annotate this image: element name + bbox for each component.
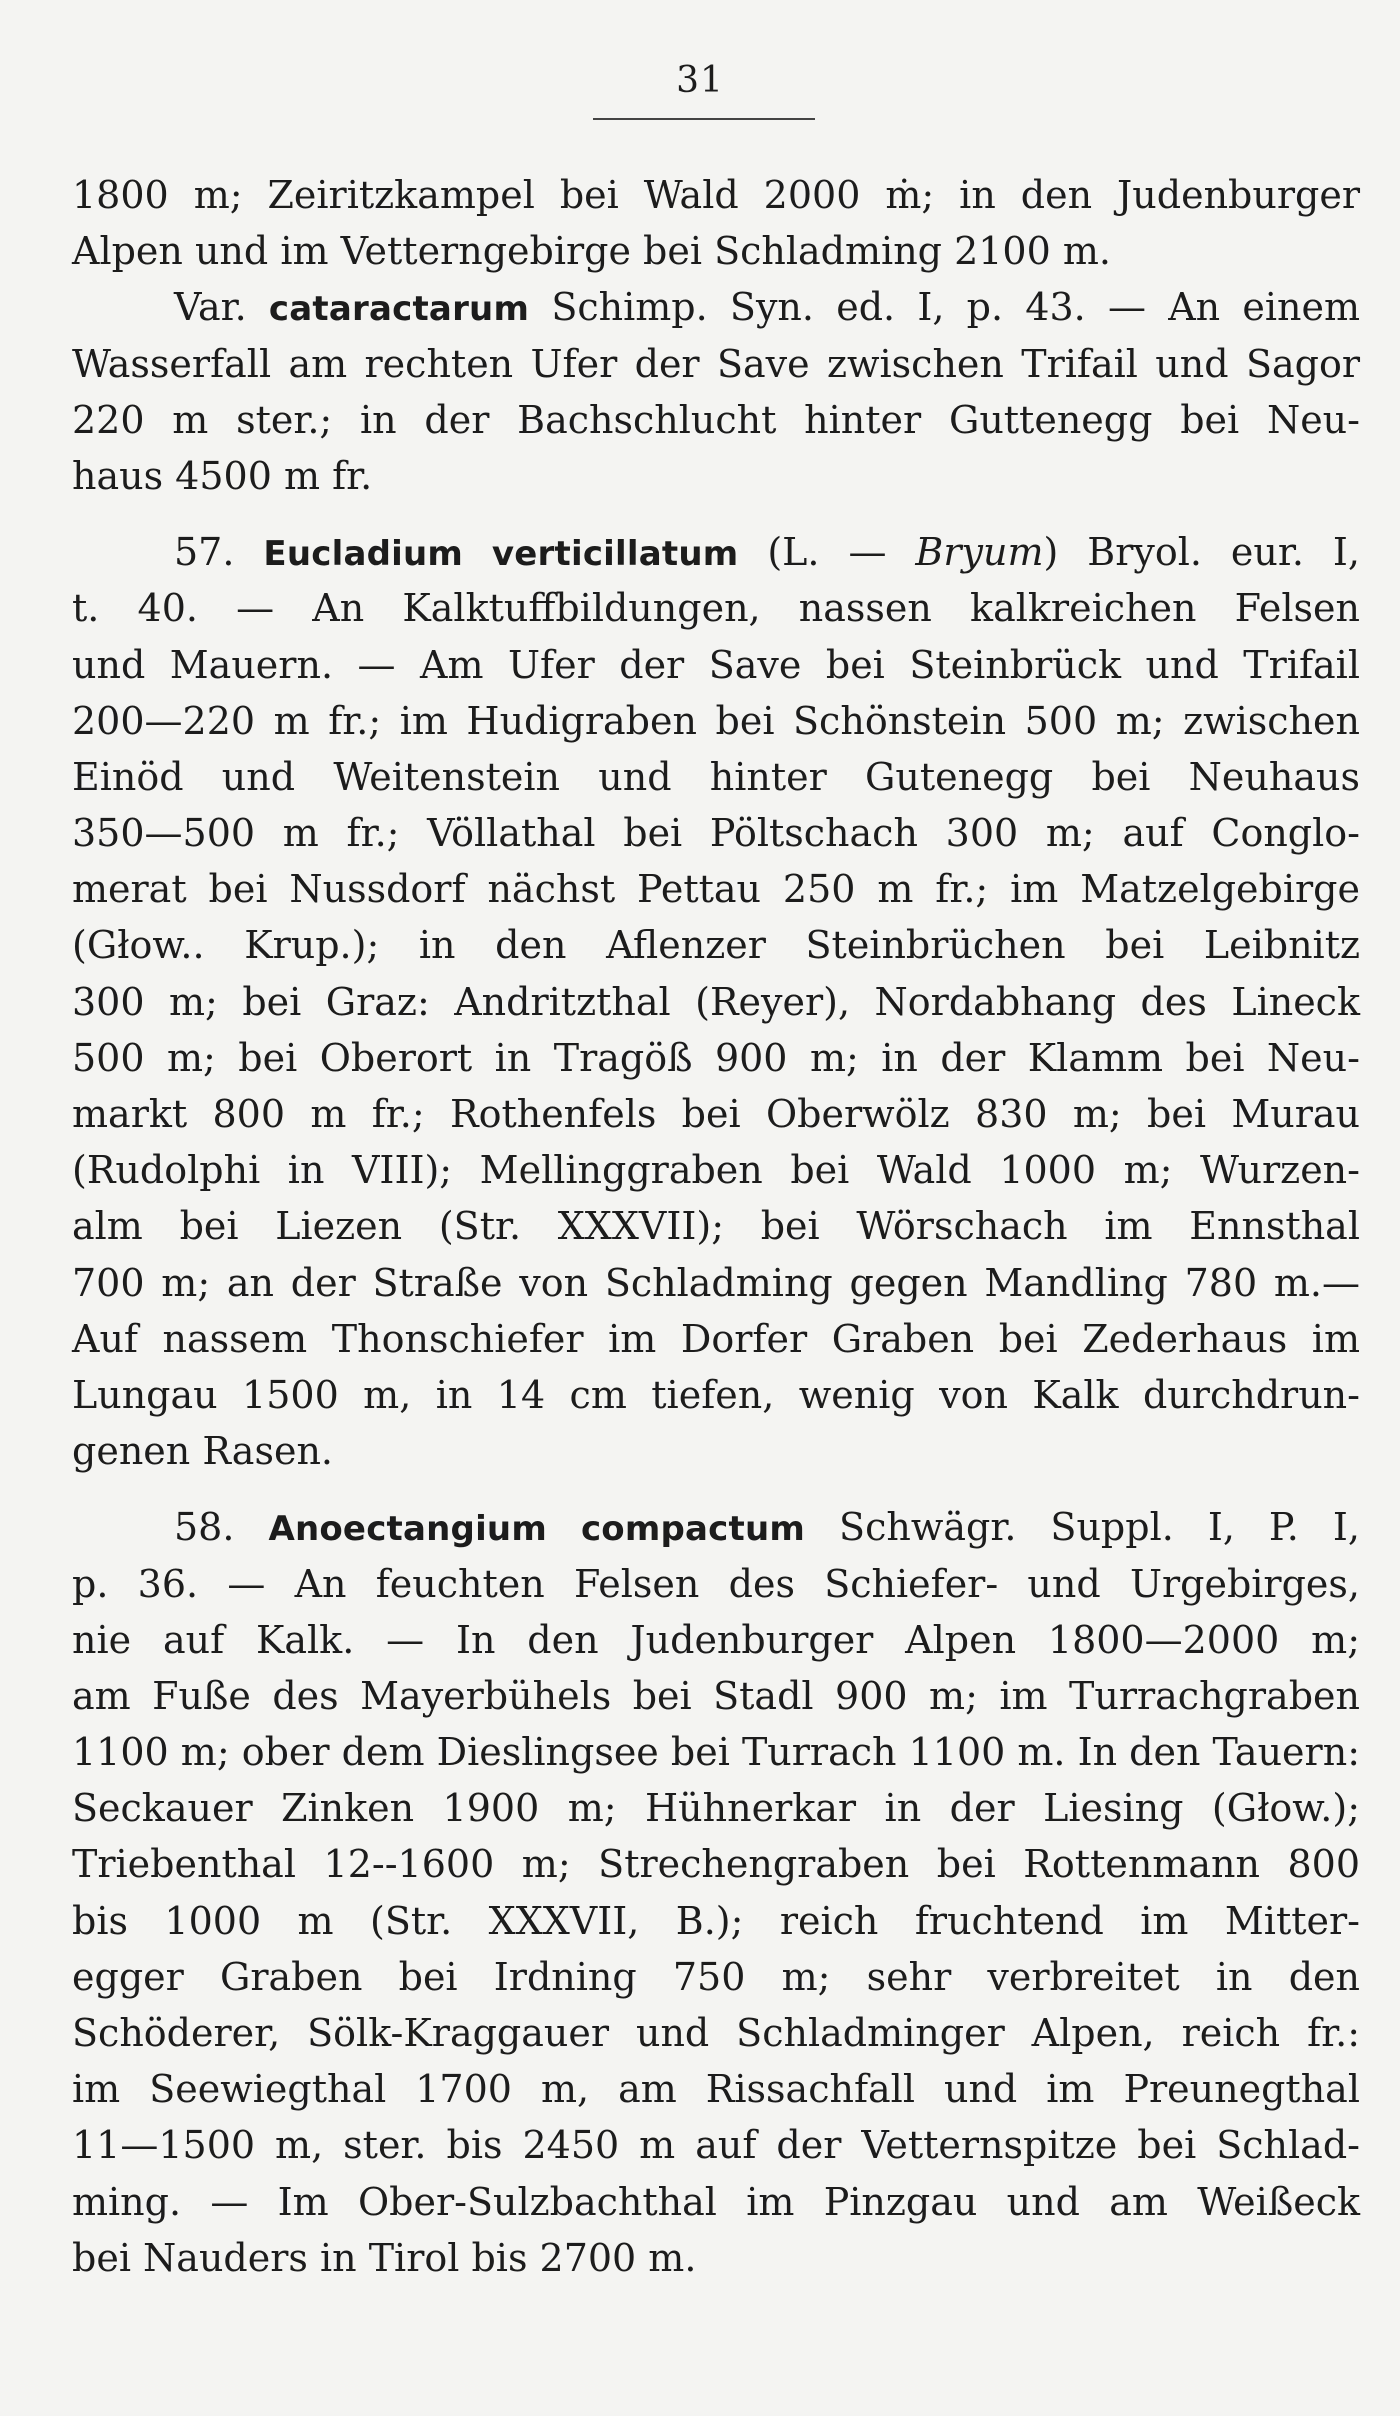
text-segment: haus 4500 m fr. — [72, 453, 373, 498]
text-line — [72, 749, 1360, 805]
text-line — [72, 2174, 1360, 2230]
header-rule — [593, 118, 815, 120]
text-line — [72, 1086, 1360, 1142]
text-segment: 500 m; bei Oberort in Tragöß 900 m; in der Klamm bei Neu- — [72, 1035, 1360, 1080]
text-segment: 1800 m; Zeiritzkampel bei Wald 2000 ṁ; in den Judenburger — [72, 173, 1360, 217]
text-segment: bis 1000 m (Str. XXXVII, B.); reich fruchtend im Mitter- — [72, 1898, 1360, 1943]
paragraph-gap — [72, 504, 1360, 524]
text-line — [72, 1836, 1360, 1892]
text-line — [72, 2230, 1360, 2286]
text-segment: ) Bryol. eur. I, — [1043, 530, 1360, 575]
text-line — [72, 637, 1360, 693]
text-line — [72, 1423, 1360, 1479]
text-segment: (Głow.. Krup.); in den Aflenzer Steinbrüchen bei Leibnitz — [72, 923, 1360, 968]
text-segment: Schwägr. Suppl. I, P. I, — [805, 1505, 1360, 1550]
text-line — [72, 167, 1360, 223]
text-line — [72, 1198, 1360, 1254]
text-line — [72, 974, 1360, 1030]
text-segment: genen Rasen. — [72, 1429, 334, 1474]
body-text — [72, 167, 1360, 2286]
text-line — [72, 392, 1360, 448]
text-segment: egger Graben bei Irdning 750 m; sehr verbreitet in den — [72, 1954, 1360, 1999]
page-number: 31 — [676, 60, 724, 101]
text-segment: bei Nauders in Tirol bis 2700 m. — [72, 2235, 697, 2280]
text-line — [72, 1030, 1360, 1086]
text-line — [72, 1668, 1360, 1724]
text-line — [72, 693, 1360, 749]
paragraph-gap — [72, 1479, 1360, 1499]
text-line — [72, 1499, 1360, 1555]
text-segment: markt 800 m fr.; Rothenfels bei Oberwölz 830 m; bei Murau — [72, 1092, 1360, 1136]
text-segment: 300 m; bei Graz: Andritzthal (Reyer), Nordabhang des Lineck — [72, 979, 1360, 1024]
text-line — [72, 2005, 1360, 2061]
italic-text: Bryum — [915, 530, 1044, 575]
text-segment: Auf nassem Thonschiefer im Dorfer Graben bei Zederhaus im — [72, 1316, 1360, 1361]
text-line — [72, 1255, 1360, 1311]
species-name: cataractarum — [268, 289, 530, 330]
text-line — [72, 1724, 1360, 1780]
text-segment: 1100 m; ober dem Dieslingsee bei Turrach 1100 m. In den Tauern: — [72, 1730, 1360, 1775]
text-segment: Alpen und im Vetterngebirge bei Schladming 2100 m. — [72, 229, 1111, 274]
text-line — [72, 223, 1360, 279]
text-segment: 350—500 m fr.; Völlathal bei Pöltschach 300 m; auf Conglo- — [72, 811, 1360, 856]
text-segment: Wasserfall am rechten Ufer der Save zwischen Trifail und Sagor — [72, 341, 1360, 386]
text-segment: am Fuße des Mayerbühels bei Stadl 900 m; im Turrachgraben — [72, 1673, 1360, 1718]
text-segment: t. 40. — An Kalktuffbildungen, nassen kalkreichen Felsen — [72, 586, 1360, 631]
text-line — [72, 448, 1360, 504]
text-line — [72, 1367, 1360, 1423]
text-segment: Triebenthal 12--1600 m; Strechengraben bei Rottenmann 800 — [72, 1842, 1360, 1887]
text-line — [72, 805, 1360, 861]
text-segment: 700 m; an der Straße von Schladming gegen Mandling 780 m.— — [72, 1260, 1360, 1305]
text-segment: 200—220 m fr.; im Hudigraben bei Schönstein 500 m; zwischen — [72, 698, 1360, 743]
text-segment: Var. — [174, 285, 269, 330]
text-segment: Schöderer, Sölk-Kraggauer und Schladminger Alpen, reich fr.: — [72, 2011, 1360, 2055]
text-segment: alm bei Liezen (Str. XXXVII); bei Wörschach im Ennsthal — [72, 1204, 1360, 1249]
text-line — [72, 1142, 1360, 1198]
text-line — [72, 917, 1360, 973]
text-line — [72, 580, 1360, 636]
text-line — [72, 336, 1360, 392]
text-segment: merat bei Nussdorf nächst Pettau 250 m fr.; im Matzelgebirge — [72, 867, 1360, 912]
text-segment: Seckauer Zinken 1900 m; Hühnerkar in der Liesing (Głow.); — [72, 1786, 1360, 1831]
text-segment: und Mauern. — Am Ufer der Save bei Steinbrück und Trifail — [72, 642, 1360, 687]
text-segment: (L. — — [738, 530, 916, 575]
text-segment: Einöd und Weitenstein und hinter Gutenegg bei Neuhaus — [72, 754, 1360, 799]
text-line — [72, 2117, 1360, 2173]
text-segment: p. 36. — An feuchten Felsen des Schiefer- und Urgebirges, — [72, 1561, 1360, 1606]
species-name: Eucladium verticillatum — [263, 534, 739, 575]
text-segment: im Seewiegthal 1700 m, am Rissachfall und im Preunegthal — [72, 2067, 1360, 2112]
text-line — [72, 1311, 1360, 1367]
text-line — [72, 1949, 1360, 2005]
text-segment: ming. — Im Ober-Sulzbachthal im Pinzgau und am Weißeck — [72, 2179, 1360, 2224]
text-segment: 11—1500 m, ster. bis 2450 m auf der Vetternspitze bei Schlad- — [72, 2123, 1360, 2168]
text-segment: (Rudolphi in VIII); Mellinggraben bei Wald 1000 m; Wurzen- — [72, 1148, 1360, 1193]
text-segment: Schimp. Syn. ed. I, p. 43. — An einem — [529, 285, 1360, 330]
text-line — [72, 279, 1360, 335]
text-segment: 58. — [174, 1505, 269, 1550]
text-line — [72, 1556, 1360, 1612]
text-segment: Lungau 1500 m, in 14 cm tiefen, wenig von Kalk durchdrun- — [72, 1372, 1360, 1417]
text-line — [72, 861, 1360, 917]
text-line — [72, 1612, 1360, 1668]
text-line — [72, 2061, 1360, 2117]
text-segment: nie auf Kalk. — In den Judenburger Alpen 1800—2000 m; — [72, 1617, 1360, 1662]
text-line — [72, 1893, 1360, 1949]
species-name: Anoectangium compactum — [268, 1509, 806, 1550]
text-segment: 57. — [174, 530, 264, 575]
text-line — [72, 524, 1360, 580]
text-line — [72, 1780, 1360, 1836]
text-segment: 220 m ster.; in der Bachschlucht hinter Guttenegg bei Neu- — [72, 397, 1360, 442]
